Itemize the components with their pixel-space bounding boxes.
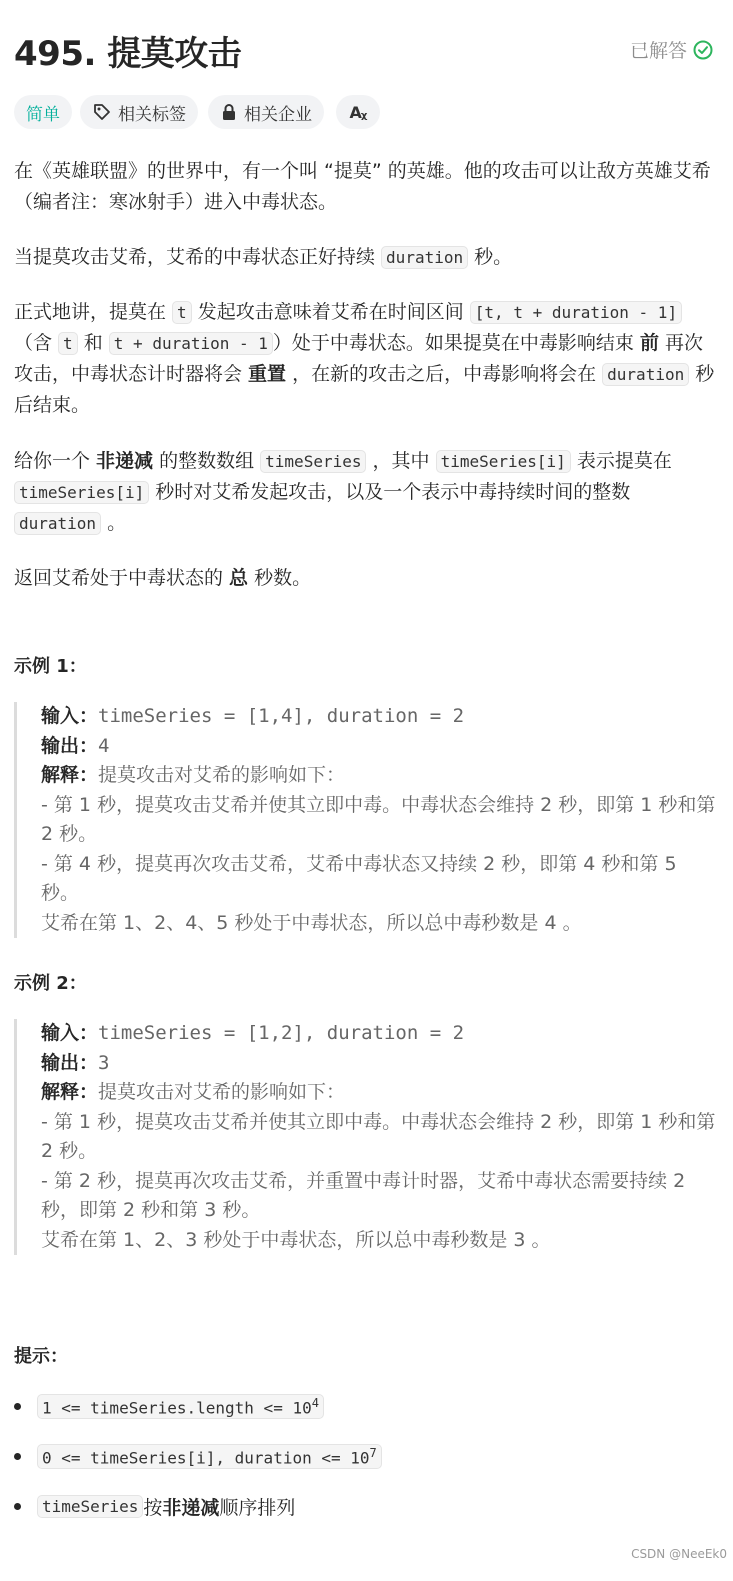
- related-companies-button[interactable]: [208, 95, 324, 129]
- constraint-item: [14, 1394, 324, 1419]
- translate-icon: Aᵪ: [349, 102, 367, 122]
- inline-code: t: [58, 332, 78, 355]
- inline-code: [t, t + duration - 1]: [470, 301, 682, 324]
- related-companies-label: 相关企业: [244, 104, 312, 125]
- tag-icon: [92, 102, 112, 122]
- difficulty-badge[interactable]: [14, 95, 72, 129]
- inline-code: 0 <= timeSeries[i], duration <= $10^7$: [37, 1444, 382, 1469]
- inline-code: timeSeries[i]: [436, 450, 571, 473]
- inline-code: duration: [602, 363, 689, 386]
- bold-text: 重置: [248, 363, 287, 385]
- inline-code: duration: [381, 246, 468, 269]
- bullet: [14, 1503, 21, 1510]
- lock-icon: [220, 103, 238, 121]
- bold-text: 非递减: [162, 1497, 220, 1519]
- inline-code: timeSeries: [260, 450, 366, 473]
- inline-code: 1 <= timeSeries.length <= $10^4$: [37, 1394, 324, 1419]
- page-title: 495. 提莫攻击: [14, 34, 242, 74]
- inline-code: t + duration - 1: [109, 332, 273, 355]
- related-tags-label: 相关标签: [118, 104, 186, 125]
- example-1-heading: 示例 1：: [14, 656, 87, 677]
- constraint-item: [14, 1444, 382, 1469]
- inline-code: timeSeries: [37, 1495, 143, 1518]
- check-circle-icon: [693, 40, 713, 60]
- bold-text: 前: [639, 332, 659, 354]
- watermark: CSDN @NeeEk0: [631, 1547, 727, 1561]
- example-2-block: 输入：timeSeries = [1,2], duration = 2 输出：3 解释：提莫攻击对艾希的影响如下： - 第 1 秒，提莫攻击艾希并使其立即中毒。中毒状态会维持 2 秒，即第 1 秒和第 2 秒。 - 第 2 秒，提莫再次攻击艾希，并重置中毒计时器，艾希中毒状态需要持续 2 秒，即第 2 秒和第 3 秒。 艾希在第 1、2、3 秒处于中毒状态，所以总中毒秒数是 3 。: [14, 1019, 719, 1255]
- solved-status: [630, 36, 713, 63]
- inline-code: t: [172, 301, 192, 324]
- desc-paragraph-3: 正式地讲，提莫在 t 发起攻击意味着艾希在时间区间 [t, t + duration - 1]（含 t 和 t + duration - 1 ）处于中毒状态。如果提莫在中毒影响结束 前 再次攻击，中毒状态计时器将会 重置 ，在新的攻击之后，中毒影响将会在 duration 秒后结束。: [14, 301, 715, 416]
- desc-paragraph-1: 在《英雄联盟》的世界中，有一个叫 “提莫” 的英雄。他的攻击可以让敌方英雄艾希（编者注：寒冰射手）进入中毒状态。: [14, 160, 711, 213]
- constraint-item: timeSeries 按 非递减 顺序排列: [14, 1493, 295, 1520]
- solved-status-label: 已解答: [629, 40, 687, 62]
- desc-paragraph-5: 返回艾希处于中毒状态的 总 秒数。: [14, 567, 312, 589]
- bold-text: 非递减: [96, 450, 154, 472]
- example-1-block: 输入：timeSeries = [1,4], duration = 2 输出：4 解释：提莫攻击对艾希的影响如下： - 第 1 秒，提莫攻击艾希并使其立即中毒。中毒状态会维持 2 秒，即第 1 秒和第 2 秒。 - 第 4 秒，提莫再次攻击艾希，艾希中毒状态又持续 2 秒，即第 4 秒和第 5 秒。 艾希在第 1、2、4、5 秒处于中毒状态，所以总中毒秒数是 4 。: [14, 702, 719, 938]
- inline-code: timeSeries[i]: [14, 481, 149, 504]
- constraints-heading: 提示：: [14, 1346, 68, 1367]
- desc-paragraph-2: 当提莫攻击艾希，艾希的中毒状态正好持续 duration 秒。: [14, 246, 513, 268]
- bold-text: 总: [229, 567, 249, 589]
- inline-code: duration: [14, 512, 101, 535]
- translate-button[interactable]: [336, 95, 380, 129]
- related-tags-button[interactable]: [80, 95, 198, 129]
- example-2-heading: 示例 2：: [14, 973, 87, 994]
- difficulty-label: 简单: [26, 104, 60, 125]
- desc-paragraph-4: 给你一个 非递减 的整数数组 timeSeries ，其中 timeSeries[i] 表示提莫在 timeSeries[i] 秒时对艾希发起攻击，以及一个表示中毒持续时间的整数 duration 。: [14, 450, 672, 534]
- bullet: [14, 1403, 21, 1410]
- bullet: [14, 1453, 21, 1460]
